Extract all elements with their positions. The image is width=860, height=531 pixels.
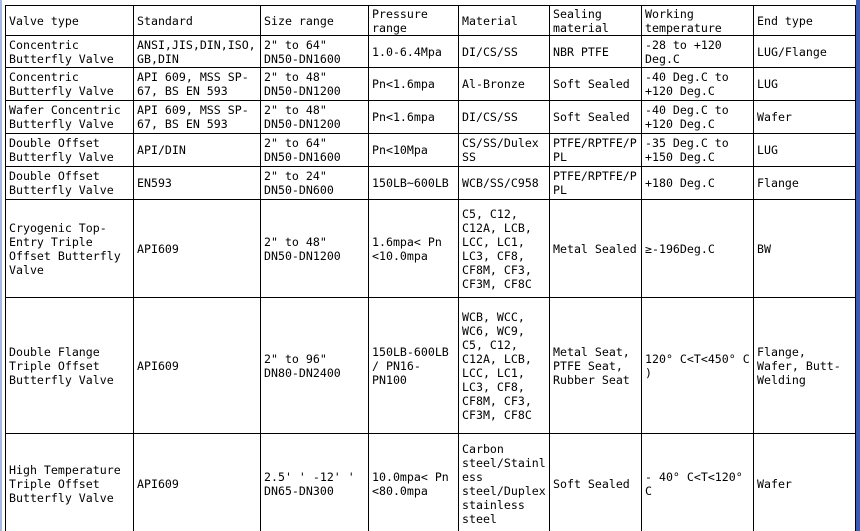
cell-pressure-range: 1.6mpa< Pn <10.0mpa xyxy=(369,200,459,298)
cell-size-range: 2" to 48" DN50-DN1200 xyxy=(261,200,369,298)
cell-valve-type: Concentric Butterfly Valve xyxy=(6,68,134,101)
cell-standard: API609 xyxy=(134,434,261,531)
cell-size-range: 2" to 24" DN50-DN600 xyxy=(261,167,369,200)
cell-material: WCB/SS/C958 xyxy=(459,167,550,200)
cell-sealing-material: Soft Sealed xyxy=(550,68,642,101)
cell-size-range: 2.5' ' -12' ' DN65-DN300 xyxy=(261,434,369,531)
table-row xyxy=(6,200,856,298)
cell-end-type: Flange xyxy=(754,167,856,200)
cell-working-temperature: -40 Deg.C to +120 Deg.C xyxy=(642,101,754,134)
header-cell-sealing-material: Sealing material xyxy=(550,6,642,36)
table-row xyxy=(6,167,856,200)
cell-sealing-material: NBR PTFE xyxy=(550,36,642,68)
cell-pressure-range: 150LB-600LB / PN16-PN100 xyxy=(369,298,459,434)
cell-valve-type: Concentric Butterfly Valve xyxy=(6,36,134,68)
cell-material: WCB, WCC, WC6, WC9, C5, C12, C12A, LCB, LCC, LC1, LC3, CF8, CF8M, CF3, CF3M, CF8C xyxy=(459,298,550,434)
cell-working-temperature: -40 Deg.C to +120 Deg.C xyxy=(642,68,754,101)
cell-sealing-material: PTFE/RPTFE/P PL xyxy=(550,134,642,167)
cell-sealing-material: Metal Sealed xyxy=(550,200,642,298)
cell-material: CS/SS/Dulex SS xyxy=(459,134,550,167)
cell-pressure-range: Pn<10Mpa xyxy=(369,134,459,167)
cell-working-temperature: 120° C<T<450° C ) xyxy=(642,298,754,434)
cell-size-range: 2" to 48" DN50-DN1200 xyxy=(261,68,369,101)
header-cell-size-range: Size range xyxy=(261,6,369,36)
window-edge-left xyxy=(0,0,2,531)
cell-working-temperature: ≥-196Deg.C xyxy=(642,200,754,298)
cell-valve-type: Cryogenic Top-Entry Triple Offset Butterfly Valve xyxy=(6,200,134,298)
cell-material: DI/CS/SS xyxy=(459,36,550,68)
cell-end-type: Flange, Wafer, Butt-Welding xyxy=(754,298,856,434)
cell-material: Al-Bronze xyxy=(459,68,550,101)
cell-material: Carbon steel/Stainless steel/Duplex stainless steel xyxy=(459,434,550,531)
cell-standard: API609 xyxy=(134,200,261,298)
cell-working-temperature: +180 Deg.C xyxy=(642,167,754,200)
header-cell-pressure-range: Pressure range xyxy=(369,6,459,36)
header-cell-valve-type: Valve type xyxy=(6,6,134,36)
cell-working-temperature: -28 to +120 Deg.C xyxy=(642,36,754,68)
cell-material: C5, C12, C12A, LCB, LCC, LC1, LC3, CF8, CF8M, CF3, CF3M, CF8C xyxy=(459,200,550,298)
cell-standard: API/DIN xyxy=(134,134,261,167)
cell-material: DI/CS/SS xyxy=(459,101,550,134)
cell-size-range: 2" to 96" DN80-DN2400 xyxy=(261,298,369,434)
cell-standard: API609 xyxy=(134,298,261,434)
header-cell-working-temperature: Working temperature xyxy=(642,6,754,36)
cell-standard: API 609, MSS SP-67, BS EN 593 xyxy=(134,68,261,101)
cell-end-type: LUG xyxy=(754,134,856,167)
cell-sealing-material: Metal Seat, PTFE Seat, Rubber Seat xyxy=(550,298,642,434)
table-row xyxy=(6,36,856,68)
cell-working-temperature: - 40° C<T<120° C xyxy=(642,434,754,531)
valve-spec-table xyxy=(5,5,856,531)
header-row xyxy=(6,6,856,36)
cell-pressure-range: 10.0mpa< Pn <80.0mpa xyxy=(369,434,459,531)
cell-valve-type: Double Flange Triple Offset Butterfly Valve xyxy=(6,298,134,434)
cell-pressure-range: Pn<1.6mpa xyxy=(369,101,459,134)
table-row xyxy=(6,298,856,434)
cell-size-range: 2" to 64" DN50-DN1600 xyxy=(261,134,369,167)
cell-end-type: Wafer xyxy=(754,101,856,134)
header-cell-standard: Standard xyxy=(134,6,261,36)
cell-end-type: Wafer xyxy=(754,434,856,531)
header-cell-end-type: End type xyxy=(754,6,856,36)
table-row xyxy=(6,134,856,167)
table-row xyxy=(6,68,856,101)
cell-standard: ANSI,JIS,DIN,ISO, GB,DIN xyxy=(134,36,261,68)
cell-sealing-material: Soft Sealed xyxy=(550,101,642,134)
cell-pressure-range: Pn<1.6mpa xyxy=(369,68,459,101)
header-cell-material: Material xyxy=(459,6,550,36)
cell-end-type: LUG/Flange xyxy=(754,36,856,68)
table-row xyxy=(6,434,856,531)
window-edge-right xyxy=(856,0,860,531)
cell-valve-type: Double Offset Butterfly Valve xyxy=(6,134,134,167)
cell-sealing-material: Soft Sealed xyxy=(550,434,642,531)
table-row xyxy=(6,101,856,134)
cell-standard: API 609, MSS SP-67, BS EN 593 xyxy=(134,101,261,134)
cell-pressure-range: 150LB~600LB xyxy=(369,167,459,200)
cell-valve-type: Double Offset Butterfly Valve xyxy=(6,167,134,200)
cell-valve-type: Wafer Concentric Butterfly Valve xyxy=(6,101,134,134)
cell-working-temperature: -35 Deg.C to +150 Deg.C xyxy=(642,134,754,167)
cell-size-range: 2" to 48" DN50-DN1200 xyxy=(261,101,369,134)
cell-size-range: 2" to 64" DN50-DN1600 xyxy=(261,36,369,68)
cell-standard: EN593 xyxy=(134,167,261,200)
cell-valve-type: High Temperature Triple Offset Butterfly Valve xyxy=(6,434,134,531)
cell-end-type: LUG xyxy=(754,68,856,101)
cell-end-type: BW xyxy=(754,200,856,298)
cell-pressure-range: 1.0-6.4Mpa xyxy=(369,36,459,68)
cell-sealing-material: PTFE/RPTFE/P PL xyxy=(550,167,642,200)
